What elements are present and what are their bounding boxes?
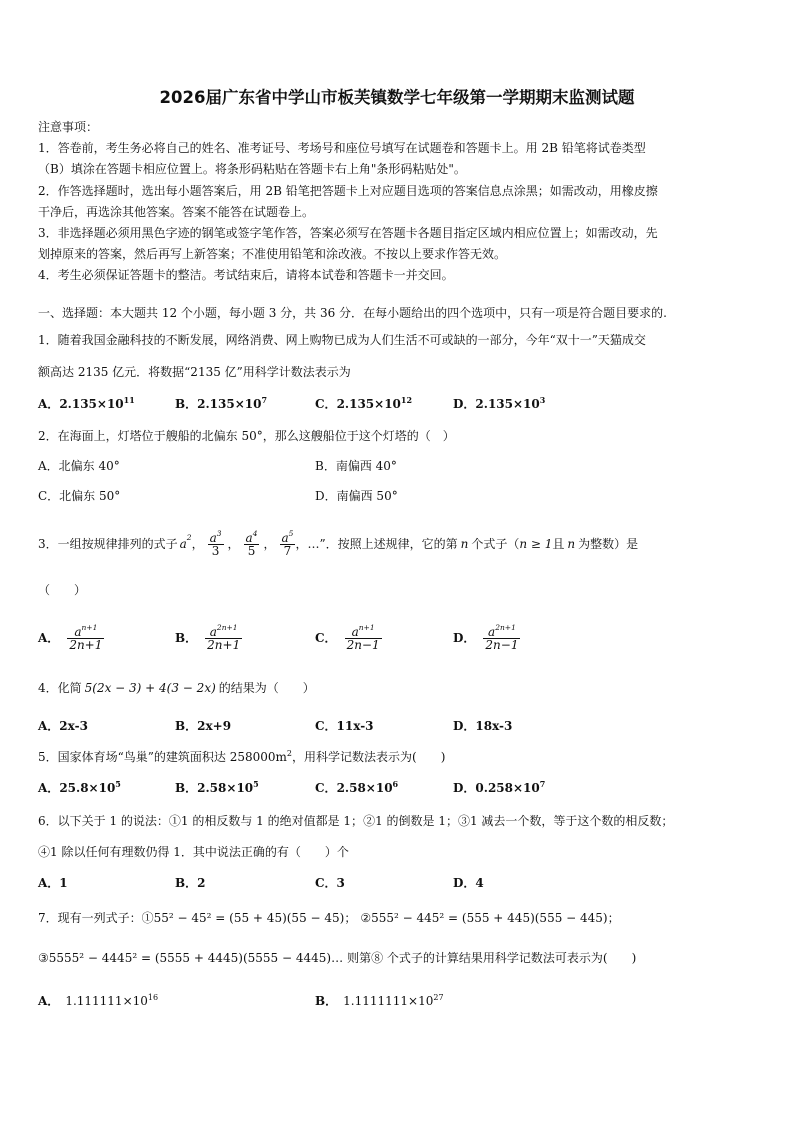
question-1-line: 额高达 2135 亿元．将数据“2135 亿”用科学计数法表示为 — [38, 365, 351, 379]
q3-option-c: C． $\frac{a^{n+1}}{2n-1}$ — [315, 622, 380, 652]
fraction: $\frac{a^4}{5}$ — [245, 528, 258, 558]
notice-line: 划掉原来的答案，然后再写上新答案；不准使用铅笔和涂改液。不按以上要求作答无效。 — [38, 247, 507, 261]
q7-option-a: A． $1.111111\times 10^{16}$ — [38, 993, 159, 1008]
notice-heading: 注意事项： — [38, 120, 99, 134]
q2-option-c: C．北偏东 50° — [38, 489, 121, 503]
q2-option-d: D．南偏西 50° — [315, 489, 398, 503]
q4-option-b: B．2x+9 — [175, 719, 232, 733]
q4-option-c: C．11x-3 — [315, 719, 374, 733]
q3-option-b: B． $\frac{a^{2n+1}}{2n+1}$ — [175, 622, 241, 652]
q5-option-c: C．$2.58\times 10^6$ — [315, 779, 399, 795]
q1-option-d: D．$2.135\times 10^3$ — [453, 395, 546, 411]
q1-option-b: B．$2.135\times 10^7$ — [175, 395, 268, 411]
question-6-line: ④1 除以任何有理数仍得 1．其中说法正确的有（ ）个 — [38, 845, 349, 859]
page-title: 2026届广东省中学山市板芙镇数学七年级第一学期期末监测试题 — [159, 88, 635, 107]
notice-line: 1．答卷前，考生务必将自己的姓名、准考证号、考场号和座位号填写在试题卷和答题卡上。用 2B 铅笔将试卷类型 — [38, 141, 646, 155]
q2-option-a: A．北偏东 40° — [38, 459, 120, 473]
question-7-line: ③5555² − 4445² = (5555 + 4445)(5555 − 4445)… 则第⑧ 个式子的计算结果用科学记数法可表示为( ) — [38, 951, 637, 965]
notice-line: 3．非选择题必须用黑色字迹的钢笔或签字笔作答，答案必须写在答题卡各题目指定区域内相应位置上；如需改动，先 — [38, 226, 658, 240]
section-heading: 一、选择题：本大题共 12 个小题，每小题 3 分，共 36 分．在每小题给出的四个选项中，只有一项是符合题目要求的. — [38, 306, 667, 320]
q5-option-d: D．$0.258\times 10^7$ — [453, 779, 546, 795]
question-1-line: 1．随着我国金融科技的不断发展，网络消费、网上购物已成为人们生活不可或缺的一部分，今年“双十一”天猫成交 — [38, 333, 646, 347]
q6-option-c: C．3 — [315, 876, 345, 890]
q5-option-a: A．$25.8\times 10^5$ — [38, 779, 121, 795]
notice-line: 干净后，再选涂其他答案。答案不能答在试题卷上。 — [38, 205, 315, 219]
q3-option-a: A． $\frac{a^{n+1}}{2n+1}$ — [38, 622, 103, 652]
q3-option-d: D． $\frac{a^{2n+1}}{2n-1}$ — [453, 622, 519, 652]
question-5-stem: 5．国家体育场“鸟巢”的建筑面积达 $258000m^2$，用科学记数法表示为( ) — [38, 749, 446, 764]
q4-option-a: A．2x-3 — [38, 719, 88, 733]
q1-option-a: A．$2.135\times 10^{11}$ — [38, 395, 135, 411]
notice-line: 4．考生必须保证答题卡的整洁。考试结束后，请将本试卷和答题卡一并交回。 — [38, 268, 454, 282]
question-3-stem: 3．一组按规律排列的式子 a 2 ， $\frac{a^3}{3}$ ， $\frac{a^4}{5}$ ， $\frac{a^5}{7}$ ，…”．按照上述规律，它的第 n 个式子（ n ≥ 1 且 n 为整数）是 — [38, 528, 639, 558]
question-4-stem: 4．化简 5(2x − 3) + 4(3 − 2x) 的结果为（ ） — [38, 681, 315, 695]
q6-option-d: D．4 — [453, 876, 484, 890]
question-6-line: 6．以下关于 1 的说法：①1 的相反数与 1 的绝对值都是 1；②1 的倒数是 1；③1 减去一个数，等于这个数的相反数； — [38, 814, 674, 828]
fraction: $\frac{a^5}{7}$ — [281, 528, 294, 558]
q7-option-b: B． $1.1111111\times 10^{27}$ — [315, 993, 444, 1008]
q2-option-b: B．南偏西 40° — [315, 459, 397, 473]
q5-option-b: B．$2.58\times 10^5$ — [175, 779, 259, 795]
q4-option-d: D．18x-3 — [453, 719, 513, 733]
question-3-blank: （ ） — [38, 583, 87, 597]
q6-option-b: B．2 — [175, 876, 206, 890]
question-2-stem: 2．在海面上，灯塔位于艘船的北偏东 50°，那么这艘船位于这个灯塔的（ ） — [38, 429, 455, 443]
q1-option-c: C．$2.135\times 10^{12}$ — [315, 395, 413, 411]
notice-line: 2．作答选择题时，选出每小题答案后，用 2B 铅笔把答题卡上对应题目选项的答案信息点涂黑；如需改动，用橡皮擦 — [38, 184, 658, 198]
question-7-line: 7．现有一列式子：①55² − 45² = (55 + 45)(55 − 45)； ②555² − 445² = (555 + 445)(555 − 445)； — [38, 911, 620, 925]
notice-line: （B）填涂在答题卡相应位置上。将条形码粘贴在答题卡右上角"条形码粘贴处"。 — [38, 162, 466, 176]
fraction: $\frac{a^3}{3}$ — [209, 528, 222, 558]
q6-option-a: A．1 — [38, 876, 68, 890]
